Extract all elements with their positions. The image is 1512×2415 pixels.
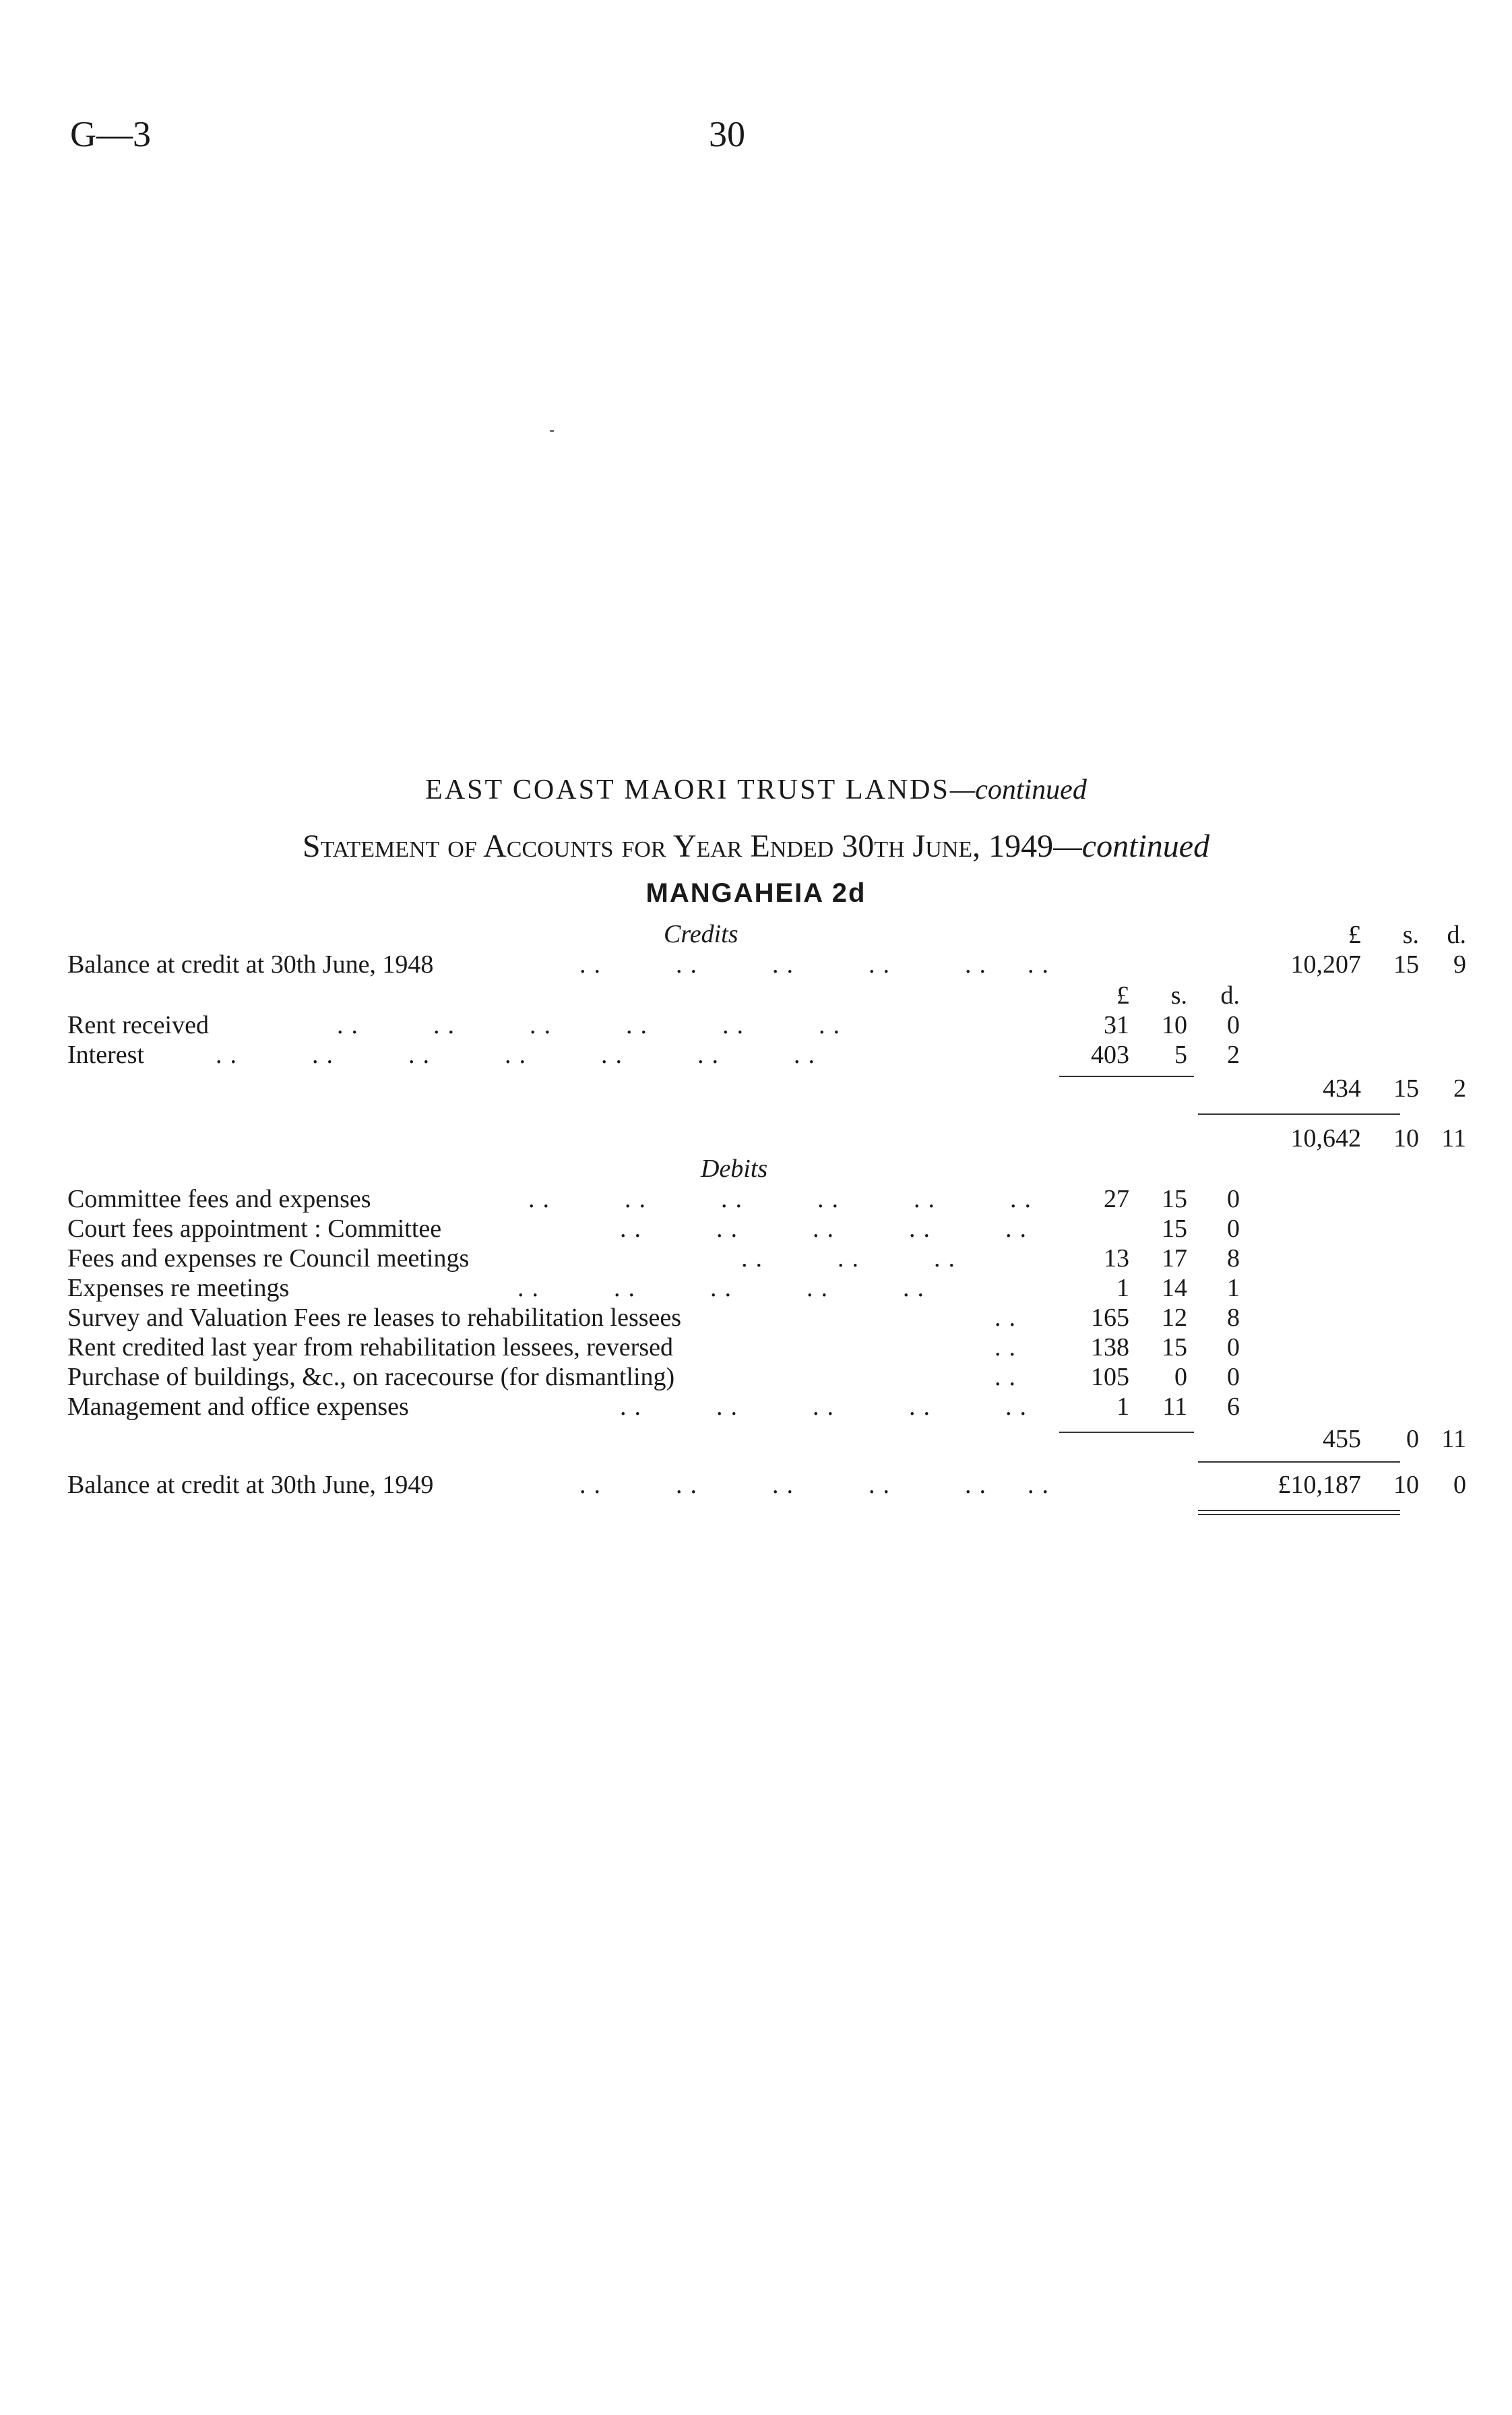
block-title: MANGAHEIA 2d bbox=[645, 878, 867, 908]
opening-balance-pence: 9 bbox=[1453, 950, 1466, 979]
leader-dots: .. .. .. .. .. .. bbox=[528, 1185, 1039, 1213]
credit-pounds: 403 bbox=[1091, 1041, 1129, 1069]
inner-currency-header bbox=[67, 980, 1400, 1011]
closing-double-rule-top bbox=[1198, 1510, 1400, 1511]
debit-row bbox=[67, 1273, 1400, 1304]
credits-total-rule bbox=[1198, 1113, 1400, 1115]
credit-row bbox=[67, 1039, 1400, 1070]
leader-dots: .. .. .. .. .. .. bbox=[337, 1011, 848, 1039]
report-title-text: EAST COAST MAORI TRUST LANDS bbox=[425, 774, 950, 805]
credits-subtotal-row bbox=[67, 1073, 1466, 1104]
credits-total-pence: 11 bbox=[1441, 1124, 1466, 1153]
outer-currency-header bbox=[67, 919, 1466, 950]
debit-pence: 1 bbox=[1227, 1274, 1240, 1302]
opening-balance-row bbox=[67, 949, 1466, 980]
leader-dots: .. .. .. bbox=[741, 1244, 963, 1273]
credits-subtitle: Credits bbox=[664, 920, 738, 948]
opening-balance-pounds: 10,207 bbox=[1290, 950, 1361, 979]
credit-label: Rent received bbox=[67, 1011, 209, 1039]
leader-dots: .. .. .. .. .. bbox=[517, 1274, 932, 1302]
debit-shillings: 17 bbox=[1162, 1244, 1187, 1273]
credit-label: Interest bbox=[67, 1041, 144, 1069]
closing-balance-label: Balance at credit at 30th June, 1949 bbox=[67, 1471, 434, 1499]
opening-balance-label: Balance at credit at 30th June, 1948 bbox=[67, 950, 434, 979]
debit-pounds: 27 bbox=[1104, 1185, 1129, 1213]
credit-shillings: 5 bbox=[1174, 1041, 1187, 1069]
debit-pounds: 1 bbox=[1116, 1274, 1129, 1302]
debit-shillings: 15 bbox=[1162, 1185, 1187, 1213]
debit-shillings: 0 bbox=[1174, 1363, 1187, 1391]
outer-pound-header: £ bbox=[1348, 921, 1361, 949]
debit-pence: 0 bbox=[1227, 1333, 1240, 1362]
statement-title-text: Statement of Accounts for Year Ended 30th June, 1949 bbox=[302, 828, 1054, 864]
debit-label: Court fees appointment : Committee bbox=[67, 1215, 442, 1243]
debit-shillings: 14 bbox=[1162, 1274, 1187, 1302]
credit-pence: 0 bbox=[1227, 1011, 1240, 1039]
debit-label: Purchase of buildings, &c., on racecourse (for dismantling) bbox=[67, 1363, 675, 1391]
debit-label: Fees and expenses re Council meetings bbox=[67, 1244, 470, 1273]
debit-shillings: 12 bbox=[1162, 1304, 1187, 1332]
debits-total-pounds: 455 bbox=[1323, 1425, 1361, 1453]
statement-title-continued: —continued bbox=[1053, 828, 1210, 864]
debit-pounds: 105 bbox=[1091, 1363, 1129, 1391]
credits-subtotal-shillings: 15 bbox=[1393, 1074, 1419, 1103]
debit-pence: 0 bbox=[1227, 1363, 1240, 1391]
debit-label: Rent credited last year from rehabilitation lessees, reversed bbox=[67, 1333, 673, 1362]
page-reference: G—3 bbox=[70, 114, 151, 154]
leader-dots: .. bbox=[995, 1304, 1023, 1332]
debit-row bbox=[67, 1184, 1400, 1215]
closing-balance-row bbox=[67, 1469, 1466, 1500]
closing-balance-pounds: £10,187 bbox=[1278, 1471, 1361, 1499]
debit-row bbox=[67, 1391, 1400, 1422]
scan-speck bbox=[550, 430, 554, 432]
debit-row bbox=[67, 1213, 1400, 1244]
debit-pence: 0 bbox=[1227, 1215, 1240, 1243]
outer-shilling-header: s. bbox=[1402, 921, 1419, 949]
debit-shillings: 15 bbox=[1162, 1215, 1187, 1243]
debit-pounds: 1 bbox=[1116, 1393, 1129, 1421]
credit-pence: 2 bbox=[1227, 1041, 1240, 1069]
credits-total-shillings: 10 bbox=[1393, 1124, 1419, 1153]
debit-pence: 0 bbox=[1227, 1185, 1240, 1213]
closing-double-rule-bottom bbox=[1198, 1514, 1400, 1515]
leader-dots: .. .. .. .. .. bbox=[620, 1393, 1034, 1421]
debits-total-row bbox=[67, 1424, 1466, 1455]
debit-pounds: 165 bbox=[1091, 1304, 1129, 1332]
credit-pounds: 31 bbox=[1104, 1011, 1129, 1039]
leader-dots: .. .. .. .. .. .. bbox=[579, 1471, 1057, 1499]
statement-title bbox=[0, 828, 1512, 865]
page-number: 30 bbox=[709, 114, 745, 154]
inner-shilling-header: s. bbox=[1170, 981, 1187, 1010]
leader-dots: .. .. .. .. .. bbox=[620, 1215, 1034, 1243]
leader-dots: .. bbox=[995, 1333, 1023, 1362]
debit-row bbox=[67, 1302, 1400, 1333]
report-title-continued: —continued bbox=[949, 774, 1087, 805]
debit-label: Management and office expenses bbox=[67, 1393, 409, 1421]
debit-shillings: 15 bbox=[1162, 1333, 1187, 1362]
closing-balance-pence: 0 bbox=[1453, 1471, 1466, 1499]
outer-pence-header: d. bbox=[1447, 921, 1466, 949]
debit-pence: 8 bbox=[1227, 1244, 1240, 1273]
leader-dots: .. bbox=[995, 1363, 1023, 1391]
debit-pounds: 13 bbox=[1104, 1244, 1129, 1273]
debit-row bbox=[67, 1243, 1400, 1274]
report-title bbox=[0, 774, 1512, 806]
opening-balance-shillings: 15 bbox=[1393, 950, 1419, 979]
credits-subtotal-pounds: 434 bbox=[1323, 1074, 1361, 1103]
credit-row bbox=[67, 1010, 1400, 1041]
debits-subtitle: Debits bbox=[701, 1155, 768, 1183]
debit-shillings: 11 bbox=[1162, 1393, 1187, 1421]
inner-pound-header: £ bbox=[1116, 981, 1129, 1010]
leader-dots: .. .. .. .. .. .. bbox=[579, 950, 1057, 979]
debit-label: Committee fees and expenses bbox=[67, 1185, 371, 1213]
debit-label: Expenses re meetings bbox=[67, 1274, 290, 1302]
debit-pence: 6 bbox=[1227, 1393, 1240, 1421]
debit-label: Survey and Valuation Fees re leases to rehabilitation lessees bbox=[67, 1304, 682, 1332]
closing-balance-shillings: 10 bbox=[1393, 1471, 1419, 1499]
credits-total-pounds: 10,642 bbox=[1290, 1124, 1361, 1153]
debit-row bbox=[67, 1332, 1400, 1363]
inner-pence-header: d. bbox=[1220, 981, 1240, 1010]
debits-total-pence: 11 bbox=[1441, 1425, 1466, 1453]
leader-dots: .. .. .. .. .. .. .. bbox=[216, 1041, 823, 1069]
credits-subtotal-pence: 2 bbox=[1453, 1074, 1466, 1103]
credits-total-row bbox=[67, 1123, 1466, 1154]
debit-pounds: 138 bbox=[1091, 1333, 1129, 1362]
debit-pence: 8 bbox=[1227, 1304, 1240, 1332]
debit-row bbox=[67, 1362, 1400, 1393]
debits-total-shillings: 0 bbox=[1406, 1425, 1419, 1453]
credit-shillings: 10 bbox=[1162, 1011, 1187, 1039]
closing-upper-rule bbox=[1198, 1461, 1400, 1463]
